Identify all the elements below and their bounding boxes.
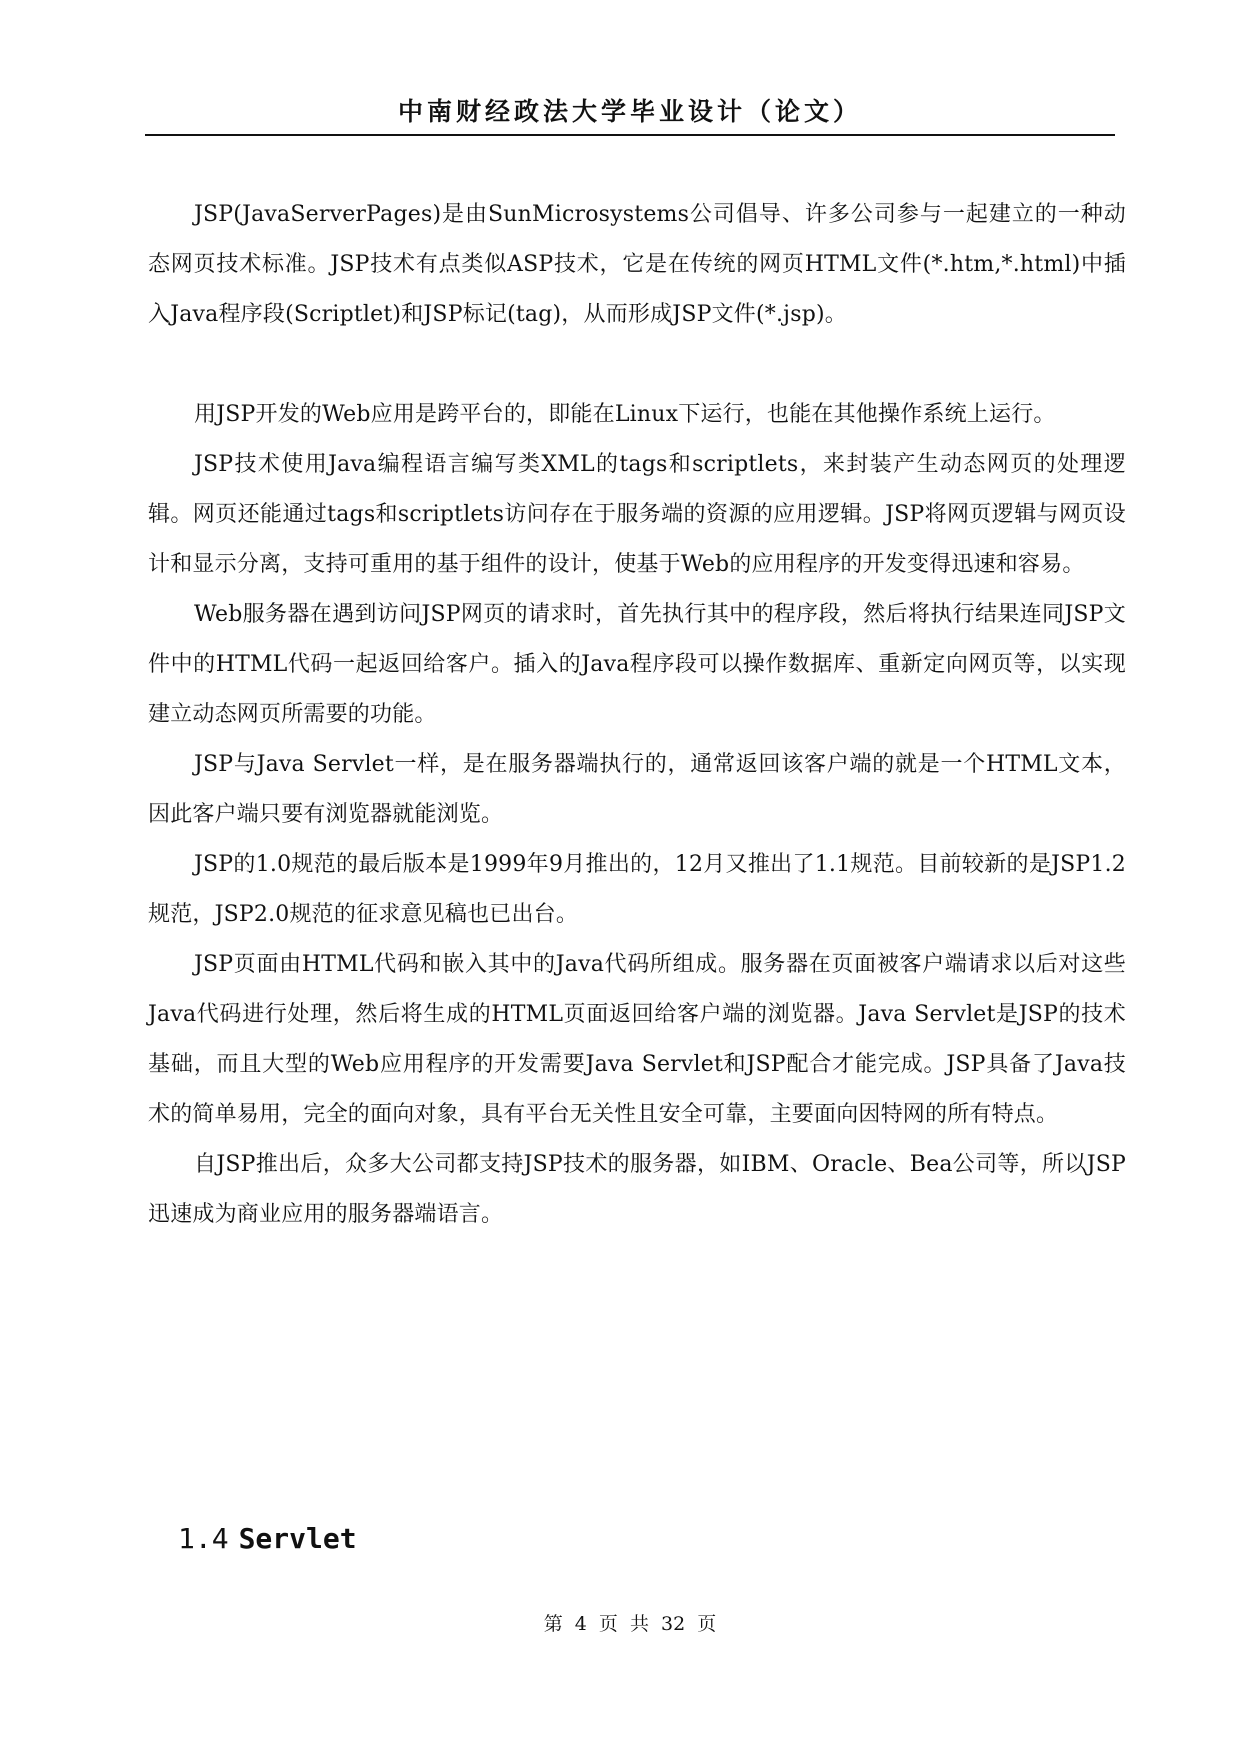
paragraph-cross-platform: 用JSP开发的Web应用是跨平台的，即能在Linux下运行，也能在其他操作系统上运行。 xyxy=(194,402,1056,427)
paragraph-servlet-comparison: JSP与Java Servlet一样，是在服务器端执行的，通常返回该客户端的就是一个HTML文本，因此客户端只要有浏览器就能浏览。 xyxy=(148,752,1126,827)
header-divider xyxy=(145,134,1115,136)
section-title: Servlet xyxy=(238,1522,357,1555)
page-number-footer: 第 4 页 共 32 页 xyxy=(543,1613,717,1635)
running-header-title: 中南财经政法大学毕业设计（论文） xyxy=(397,97,862,126)
paragraph-specification-versions: JSP的1.0规范的最后版本是1999年9月推出的，12月又推出了1.1规范。目前较新的是JSP1.2规范，JSP2.0规范的征求意见稿也已出台。 xyxy=(148,852,1126,927)
section-heading xyxy=(178,1519,357,1559)
paragraph-industry-support: 自JSP推出后，众多大公司都支持JSP技术的服务器，如IBM、Oracle、Bea公司等，所以JSP迅速成为商业应用的服务器端语言。 xyxy=(148,1152,1126,1227)
section-number: 1.4 xyxy=(178,1522,229,1555)
paragraph-tags-scriptlets: JSP技术使用Java编程语言编写类XML的tags和scriptlets，来封装产生动态网页的处理逻辑。网页还能通过tags和scriptlets访问存在于服务端的资源的应用逻辑。JSP将网页逻辑与网页设计和显示分离，支持可重用的基于组件的设计，使基于Web的应用程序的开发变得迅速和容易。 xyxy=(148,452,1126,577)
paragraph-jsp-definition: JSP(JavaServerPages)是由SunMicrosystems公司倡导、许多公司参与一起建立的一种动态网页技术标准。JSP技术有点类似ASP技术，它是在传统的网页HTML文件(*.htm,*.html)中插入Java程序段(Scriptlet)和JSP标记(tag)，从而形成JSP文件(*.jsp)。 xyxy=(148,202,1126,327)
paragraph-web-server: Web服务器在遇到访问JSP网页的请求时，首先执行其中的程序段，然后将执行结果连同JSP文件中的HTML代码一起返回给客户。插入的Java程序段可以操作数据库、重新定向网页等，以实现建立动态网页所需要的功能。 xyxy=(148,602,1126,727)
body-text xyxy=(148,190,1126,1240)
paragraph-jsp-page-composition: JSP页面由HTML代码和嵌入其中的Java代码所组成。服务器在页面被客户端请求以后对这些Java代码进行处理，然后将生成的HTML页面返回给客户端的浏览器。Java Servlet是JSP的技术基础，而且大型的Web应用程序的开发需要Java Servlet和JSP配合才能完成。JSP具备了Java技术的简单易用，完全的面向对象，具有平台无关性且安全可靠，主要面向因特网的所有特点。 xyxy=(148,952,1126,1127)
